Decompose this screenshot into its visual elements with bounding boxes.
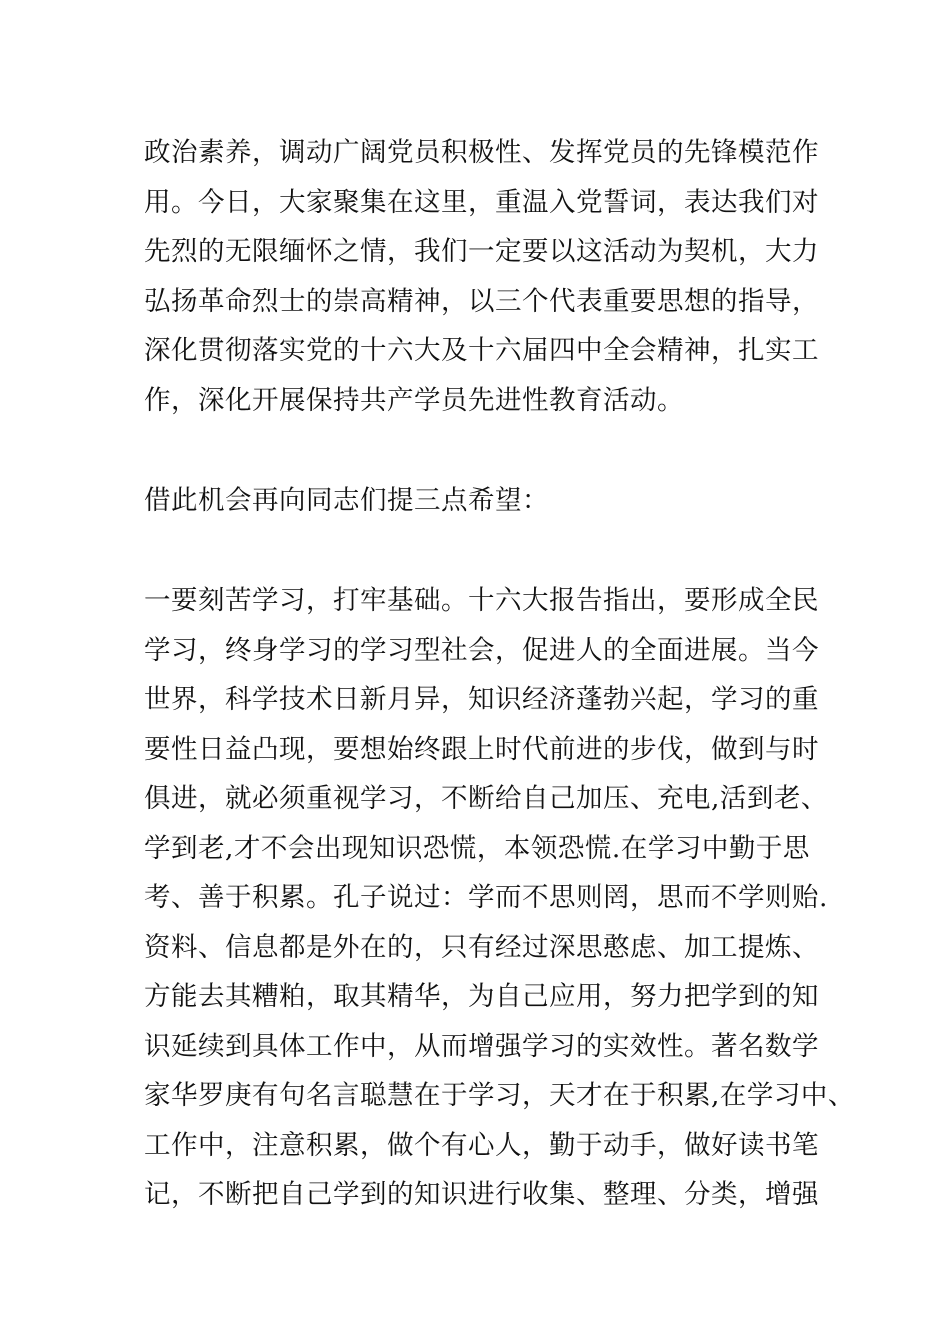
text-line: 记，不断把自己学到的知识进行收集、整理、分类，增强: [144, 1179, 819, 1210]
text-line: 识延续到具体工作中，从而增强学习的实效性。著名数学: [144, 1030, 819, 1062]
paragraph-2: [144, 476, 824, 526]
text-line: 深化贯彻落实党的十六大及十六届四中全会精神，扎实工: [144, 335, 819, 366]
text-line: 用。今日，大家聚集在这里，重温入党誓词，表达我们对: [144, 186, 819, 218]
text-line: 考、善于积累。孔子说过：学而不思则罔，思而不学则贻.: [144, 882, 828, 913]
text-line: 先烈的无限缅怀之情，我们一定要以这活动为契机，大力: [144, 236, 819, 267]
text-line: 学习，终身学习的学习型社会，促进人的全面进展。当今: [144, 634, 819, 666]
paragraph-3: [144, 576, 855, 1220]
text-line: 政治素养，调动广阔党员积极性、发挥党员的先锋模范作: [144, 137, 819, 168]
text-line: 世界，科学技术日新月异，知识经济蓬勃兴起，学习的重: [144, 684, 819, 715]
paragraph-1: [144, 128, 824, 425]
text-line: 学到老,才不会出现知识恐慌，本领恐慌.在学习中勤于思: [144, 832, 810, 864]
text-line: 弘扬革命烈士的崇高精神，以三个代表重要思想的指导，: [144, 285, 819, 317]
text-line: 家华罗庚有句名言聪慧在于学习，天才在于积累,在学习中、: [144, 1080, 855, 1111]
text-line: 一要刻苦学习，打牢基础。十六大报告指出，要形成全民: [144, 585, 819, 616]
text-line: 要性日益凸现，要想始终跟上时代前进的步伐，做到与时: [144, 733, 819, 765]
text-line: 方能去其糟粕，取其精华，为自己应用，努力把学到的知: [144, 981, 819, 1012]
text-line: 借此机会再向同志们提三点希望：: [144, 485, 549, 516]
text-line: 俱进，就必须重视学习，不断给自己加压、充电,活到老、: [144, 783, 828, 814]
text-line: 资料、信息都是外在的，只有经过深思憨虑、加工提炼、: [144, 931, 819, 963]
text-line: 工作中，注意积累，做个有心人，勤于动手，做好读书笔: [144, 1129, 819, 1161]
text-line: 作，深化开展保持共产学员先进性教育活动。: [144, 384, 684, 416]
